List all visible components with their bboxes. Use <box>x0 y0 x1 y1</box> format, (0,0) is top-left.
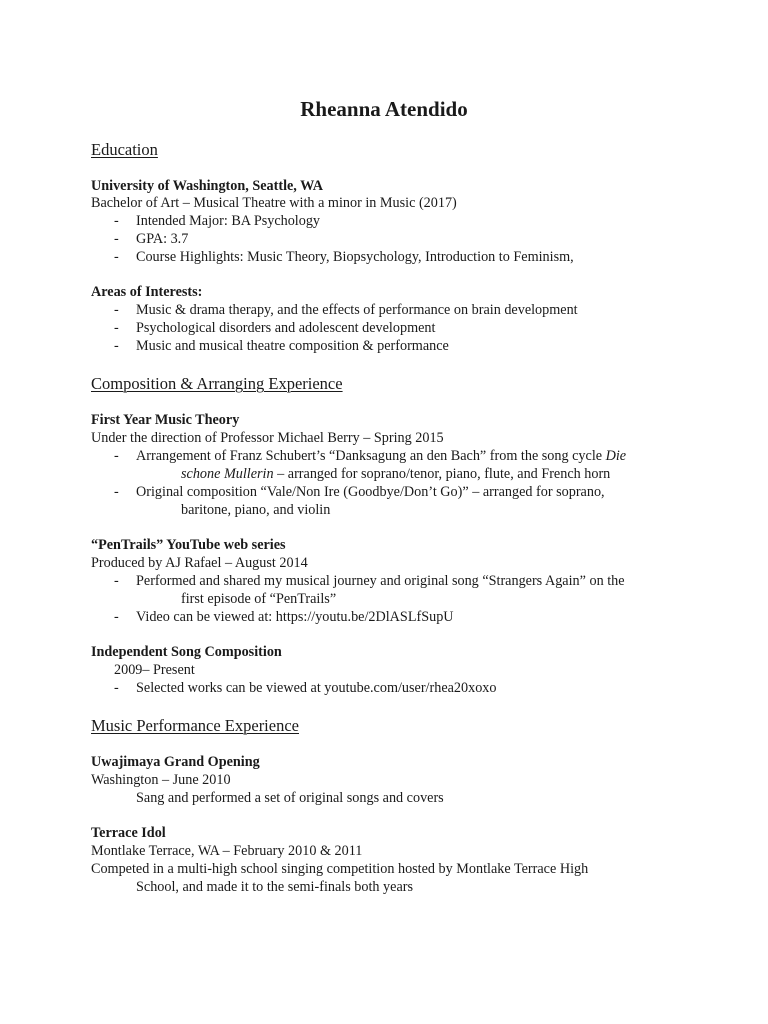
theory-subtitle: Under the direction of Professor Michael Berry – Spring 2015 <box>91 430 444 446</box>
pentrails-title: “PenTrails” YouTube web series <box>91 537 286 553</box>
theory-bullet-line: Original composition “Vale/Non Ire (Goodbye/Don’t Go)” – arranged for soprano, <box>136 484 605 500</box>
resume-name: Rheanna Atendido <box>300 97 468 121</box>
theory-bullet-line: Arrangement of Franz Schubert’s “Danksagung an den Bach” from the song cycle Die <box>136 448 627 464</box>
terrace-title: Terrace Idol <box>91 825 166 841</box>
interest-item: Music and musical theatre composition & performance <box>136 338 449 354</box>
bullet-marker: - <box>114 213 119 229</box>
uwajimaya-title: Uwajimaya Grand Opening <box>91 754 260 770</box>
composition-heading: Composition & Arranging Experience <box>91 374 343 393</box>
theory-bullet-continuation: baritone, piano, and violin <box>181 502 331 518</box>
independent-title: Independent Song Composition <box>91 644 282 660</box>
terrace-description: Competed in a multi-high school singing competition hosted by Montlake Terrace High <box>91 861 589 877</box>
education-bullet: Course Highlights: Music Theory, Biopsychology, Introduction to Feminism, <box>136 249 574 265</box>
bullet-marker: - <box>114 609 119 625</box>
uwajimaya-description: Sang and performed a set of original songs and covers <box>136 790 444 806</box>
performance-heading: Music Performance Experience <box>91 716 299 735</box>
independent-bullet: Selected works can be viewed at youtube.com/user/rhea20xoxo <box>136 680 497 696</box>
interests-heading: Areas of Interests: <box>91 284 203 300</box>
theory-title: First Year Music Theory <box>91 412 240 428</box>
independent-subtitle: 2009– Present <box>114 662 195 678</box>
bullet-marker: - <box>114 320 119 336</box>
bullet-marker: - <box>114 302 119 318</box>
bullet-marker: - <box>114 338 119 354</box>
bullet-marker: - <box>114 231 119 247</box>
bullet-marker: - <box>114 484 119 500</box>
pentrails-bullet-line: Video can be viewed at: https://youtu.be/2DlASLfSupU <box>136 609 454 625</box>
degree: Bachelor of Art – Musical Theatre with a minor in Music (2017) <box>91 195 457 211</box>
pentrails-subtitle: Produced by AJ Rafael – August 2014 <box>91 555 308 571</box>
bullet-marker: - <box>114 680 119 696</box>
theory-bullet-continuation: schone Mullerin – arranged for soprano/tenor, piano, flute, and French horn <box>181 466 611 482</box>
interest-item: Psychological disorders and adolescent development <box>136 320 436 336</box>
education-heading: Education <box>91 140 158 159</box>
school-name: University of Washington, Seattle, WA <box>91 178 324 194</box>
uwajimaya-subtitle: Washington – June 2010 <box>91 772 231 788</box>
education-bullet: Intended Major: BA Psychology <box>136 213 321 229</box>
bullet-marker: - <box>114 573 119 589</box>
bullet-marker: - <box>114 249 119 265</box>
bullet-marker: - <box>114 448 119 464</box>
terrace-description-continuation: School, and made it to the semi-finals both years <box>136 879 413 895</box>
terrace-subtitle: Montlake Terrace, WA – February 2010 & 2011 <box>91 843 363 859</box>
interest-item: Music & drama therapy, and the effects of performance on brain development <box>136 302 578 318</box>
education-bullet: GPA: 3.7 <box>136 231 189 247</box>
pentrails-bullet-line: Performed and shared my musical journey and original song “Strangers Again” on the <box>136 573 625 589</box>
pentrails-bullet-continuation: first episode of “PenTrails” <box>181 591 337 607</box>
